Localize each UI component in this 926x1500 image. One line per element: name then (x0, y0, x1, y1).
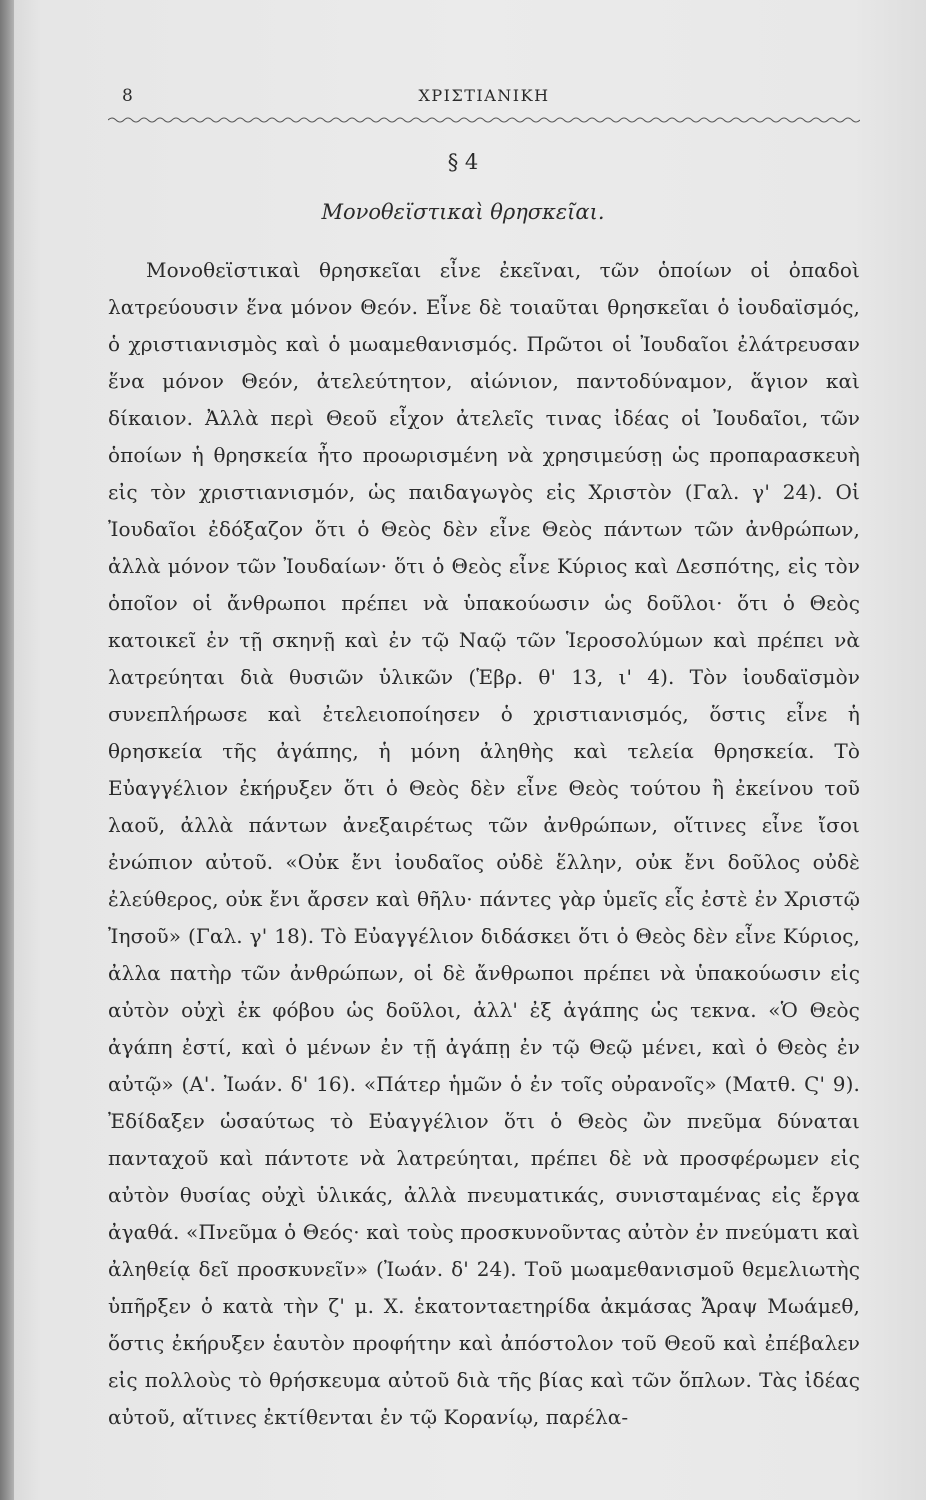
running-head: ΧΡΙΣΤΙΑΝΙΚΗ (418, 86, 550, 105)
page-number: 8 (122, 86, 133, 106)
section-number: § 4 (447, 150, 479, 174)
body-paragraph: Μονοθεϊστικαὶ θρησκεῖαι εἶνε ἐκεῖναι, τῶν ὁποίων οἱ ὀπαδοὶ λατρεύουσιν ἕνα μόνον Θεόν. Εἶνε δὲ τοιαῦται θρησκεῖαι ὁ ἰουδαϊσμός, ὁ χριστιανισμὸς καὶ ὁ μωαμεθανισμός. Πρῶτοι οἱ Ἰουδαῖοι ἐλάτρευσαν ἕνα μόνον Θεόν, ἀτελεύτητον, αἰώνιον, παντοδύναμον, ἅγιον καὶ δίκαιον. Ἀλλὰ περὶ Θεοῦ εἶχον ἀτελεῖς τινας ἰδέας οἱ Ἰουδαῖοι, τῶν ὁποίων ἡ θρησκεία ἦτο προωρισμένη νὰ χρησιμεύσῃ ὡς προπαρασκευὴ εἰς τὸν χριστιανισμόν, ὡς παιδαγωγὸς εἰς Χριστὸν (Γαλ. γ' 24). Οἱ Ἰουδαῖοι ἐδόξαζον ὅτι ὁ Θεὸς δὲν εἶνε Θεὸς πάντων τῶν ἀνθρώπων, ἀλλὰ μόνον τῶν Ἰουδαίων· ὅτι ὁ Θεὸς εἶνε Κύριος καὶ Δεσπότης, εἰς τὸν ὁποῖον οἱ ἄνθρωποι πρέπει νὰ ὑπακούωσιν ὡς δοῦλοι· ὅτι ὁ Θεὸς κατοικεῖ ἐν τῇ σκηνῇ καὶ ἐν τῷ Ναῷ τῶν Ἱεροσολύμων καὶ πρέπει νὰ λατρεύηται διὰ θυσιῶν ὑλικῶν (Ἑβρ. θ' 13, ι' 4). Τὸν ἰουδαϊσμὸν συνεπλήρωσε καὶ ἐτελειοποίησεν ὁ χριστιανισμός, ὅστις εἶνε ἡ θρησκεία τῆς ἀγάπης, ἡ μόνη ἀληθὴς καὶ τελεία θρησκεία. Τὸ Εὐαγγέλιον ἐκήρυξεν ὅτι ὁ Θεὸς δὲν εἶνε Θεὸς τούτου ἢ ἐκείνου τοῦ λαοῦ, ἀλλὰ πάντων ἀνεξαιρέτως τῶν ἀνθρώπων, οἵτινες εἶνε ἴσοι ἐνώπιον αὐτοῦ. «Οὐκ ἔνι ἰουδαῖος οὐδὲ ἕλλην, οὐκ ἔνι δοῦλος οὐδὲ ἐλεύθερος, οὐκ ἔνι ἄρσεν καὶ θῆλυ· πάντες γὰρ ὑμεῖς εἷς ἐστὲ ἐν Χριστῷ Ἰησοῦ» (Γαλ. γ' 18). Τὸ Εὐαγγέλιον διδάσκει ὅτι ὁ Θεὸς δὲν εἶνε Κύριος, ἀλλα πατὴρ τῶν ἀνθρώπων, οἱ δὲ ἄνθρωποι πρέπει νὰ ὑπακούωσιν εἰς αὐτὸν οὐχὶ ἐκ φόβου ὡς δοῦλοι, ἀλλ' ἐξ ἀγάπης ὡς τεκνα. «Ὁ Θεὸς ἀγάπη ἐστί, καὶ ὁ μένων ἐν τῇ ἀγάπῃ ἐν τῷ Θεῷ μένει, καὶ ὁ Θεὸς ἐν αὐτῷ» (Α'. Ἰωάν. δ' 16). «Πάτερ ἡμῶν ὁ ἐν τοῖς οὐρανοῖς» (Ματθ. Ϛ' 9). Ἐδίδαξεν ὡσαύτως τὸ Εὐαγγέλιον ὅτι ὁ Θεὸς ὢν πνεῦμα δύναται πανταχοῦ καὶ πάντοτε νὰ λατρεύηται, πρέπει δὲ νὰ προσφέρωμεν εἰς αὐτὸν θυσίας οὐχὶ ὑλικάς, ἀλλὰ πνευματικάς, συνισταμένας εἰς ἔργα ἀγαθά. «Πνεῦμα ὁ Θεός· καὶ τοὺς προσκυνοῦντας αὐτὸν ἐν πνεύματι καὶ ἀληθείᾳ δεῖ προσκυνεῖν» (Ἰωάν. δ' 24). Τοῦ μωαμεθανισμοῦ θεμελιωτὴς ὑπῆρξεν ὁ κατὰ τὴν ζ' μ. Χ. ἑκατονταετηρίδα ἀκμάσας Ἄραψ Μωάμεθ, ὅστις ἐκήρυξεν ἑαυτὸν προφήτην καὶ ἀπόστολον τοῦ Θεοῦ καὶ ἐπέβαλεν εἰς πολλοὺς τὸ θρήσκευμα αὐτοῦ διὰ τῆς βίας καὶ τῶν ὅπλων. Τὰς ἰδέας αὐτοῦ, αἵτινες ἐκτίθενται ἐν τῷ Κορανίῳ, παρέλα- (108, 258, 860, 1429)
page-edge-shadow (0, 0, 14, 1500)
header-wavy-rule (108, 116, 860, 124)
section-title: Μονοθεϊστικαὶ θρησκεῖαι. (321, 200, 605, 224)
